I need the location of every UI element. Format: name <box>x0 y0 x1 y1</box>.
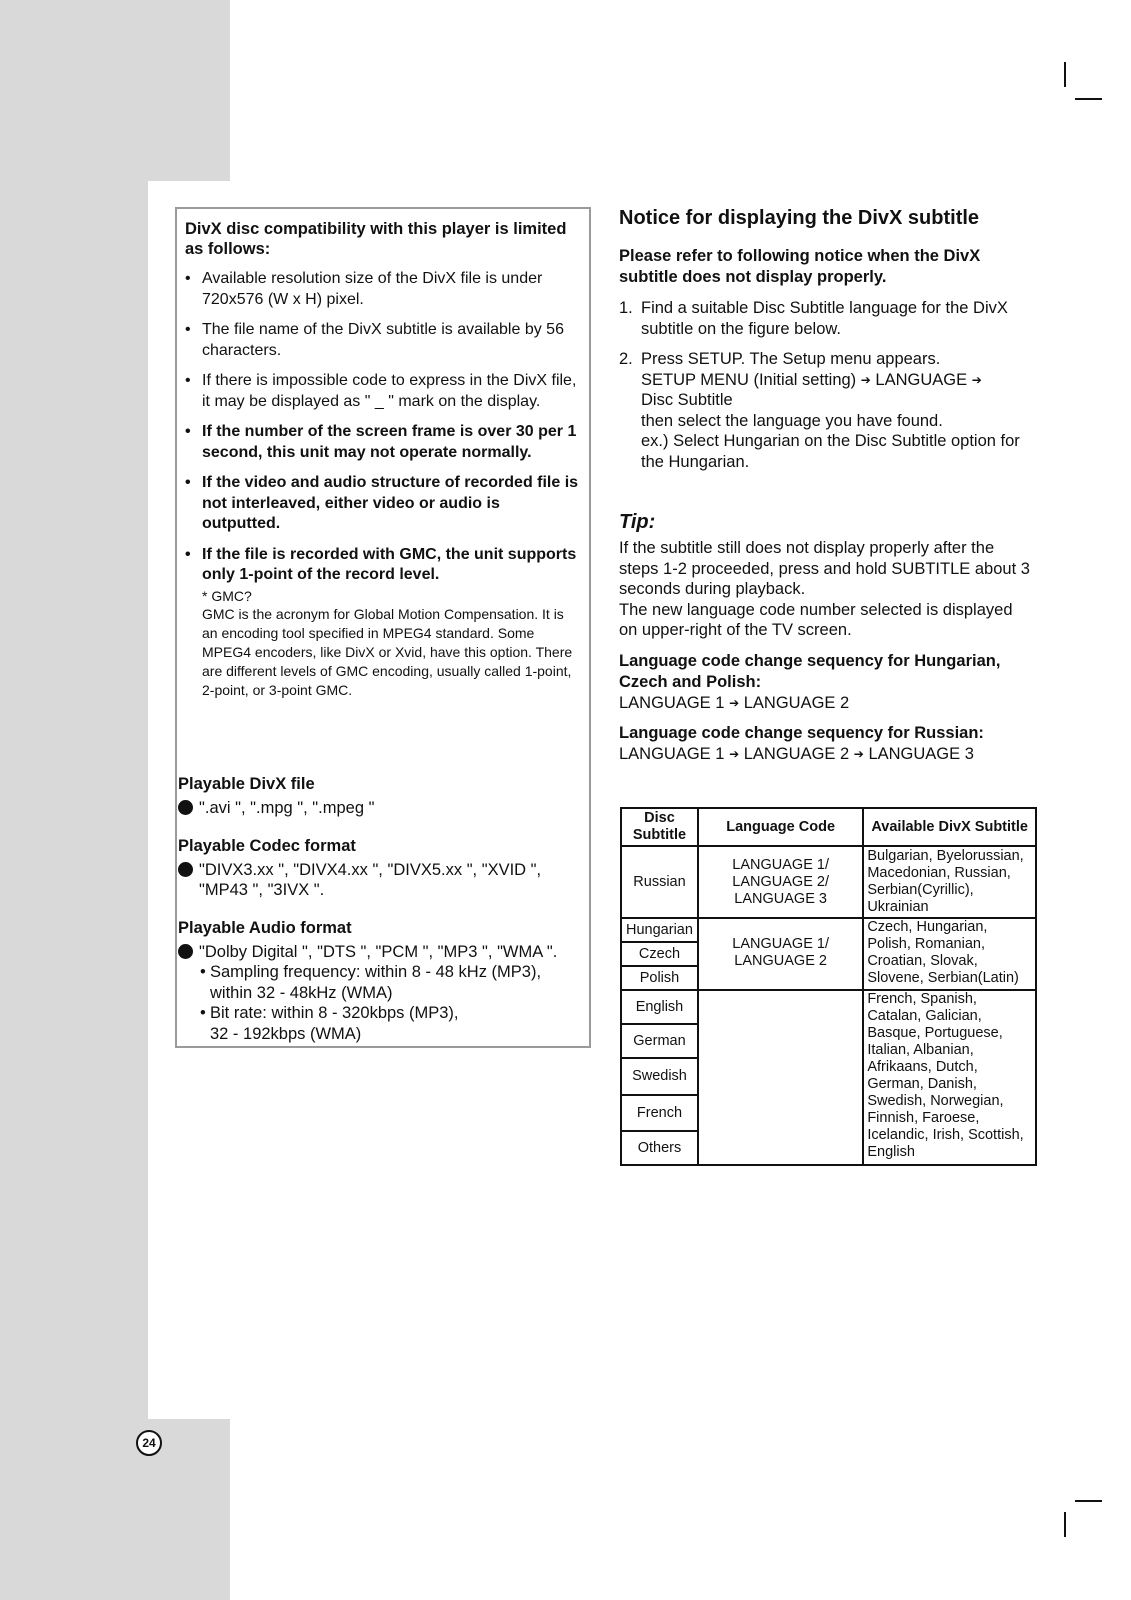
cell-disc: English <box>621 990 698 1024</box>
page-number: 24 <box>136 1430 162 1456</box>
playable-audio-line: "Dolby Digital ", "DTS ", "PCM ", "MP3 ", "WMA ". <box>178 942 588 962</box>
bullet-icon <box>178 800 193 815</box>
playable-codec-line: "DIVX3.xx ", "DIVX4.xx ", "DIVX5.xx ", "XVID ", "MP43 ", "3IVX ". <box>178 860 588 900</box>
notice-intro: Please refer to following notice when the DivX subtitle does not display properly. <box>619 247 981 286</box>
playable-codec-section <box>178 836 588 900</box>
playable-audio-title: Playable Audio format <box>178 919 352 937</box>
cell-disc: French <box>621 1095 698 1131</box>
compat-bullet: • Available resolution size of the DivX file is under 720x576 (W x H) pixel. <box>185 270 543 308</box>
playable-file-section <box>178 774 588 818</box>
arrow-icon: ➔ <box>853 747 864 761</box>
audio-sub-bullet: • Sampling frequency: within 8 - 48 kHz (MP3), <box>200 963 542 981</box>
tip-section <box>619 510 1034 765</box>
arrow-icon: ➔ <box>729 747 740 761</box>
notice-step-2: 2. Press SETUP. The Setup menu appears. SETUP MENU (Initial setting) ➔ LANGUAGE ➔ Disc Subtitle then select the language you have found. ex.) Select Hungarian on the Disc Subtitle option for the Hungarian. <box>619 350 1020 471</box>
cell-disc: Polish <box>621 966 698 990</box>
notice-title: Notice for displaying the DivX subtitle <box>619 207 980 229</box>
tip-paragraph: If the subtitle still does not display properly after the steps 1-2 proceeded, press and hold SUBTITLE about 3 seconds during playback. <box>619 539 1030 598</box>
audio-sub-cont: 32 - 192kbps (WMA) <box>210 1024 362 1043</box>
cell-available: Bulgarian, Byelorussian, Macedonian, Russian, Serbian(Cyrillic), Ukrainian <box>863 846 1036 918</box>
crop-mark-top-vertical <box>1064 62 1066 87</box>
language-table <box>620 807 1037 1166</box>
gmc-heading: * GMC? <box>202 587 252 604</box>
sequence-title: Language code change sequency for Hungarian, Czech and Polish: <box>619 651 1001 691</box>
crop-mark-bottom-horizontal <box>1075 1500 1102 1502</box>
compat-bold-bullet: • If the file is recorded with GMC, the unit supports only 1-point of the record level. * GMC? GMC is the acronym for Global Motion Compensation. It is an encoding tool specified in MPEG4 standard. Some MPEG4 encoders, like DivX or Xvid, have this option. There are different levels of GMC encoding, usually called 1-point, 2-point, or 3-point GMC. <box>185 545 581 700</box>
compat-bullet: • If there is impossible code to express in the DivX file, it may be displayed as " _ " mark on the display. <box>185 372 577 410</box>
header-language-code: Language Code <box>698 808 863 846</box>
audio-sub-bullet: • Bit rate: within 8 - 320kbps (MP3), <box>200 1004 459 1022</box>
table-row <box>621 918 1036 942</box>
table-row <box>621 846 1036 918</box>
playable-file-line: ".avi ", ".mpg ", ".mpeg " <box>178 798 588 818</box>
arrow-icon: ➔ <box>860 372 871 387</box>
sequence-line: LANGUAGE 1 ➔ LANGUAGE 2 ➔ LANGUAGE 3 <box>619 745 974 763</box>
compatibility-title: DivX disc compatibility with this player is limited as follows: <box>185 220 567 258</box>
tip-paragraph: The new language code number selected is displayed on upper-right of the TV screen. <box>619 600 1013 639</box>
arrow-icon: ➔ <box>729 695 740 710</box>
crop-mark-top-horizontal <box>1075 98 1102 100</box>
cell-code <box>698 990 863 1165</box>
margin-band-side <box>0 181 148 1419</box>
playable-file-title: Playable DivX file <box>178 775 315 793</box>
bullet-icon <box>178 862 193 877</box>
compat-bold-bullet: • If the number of the screen frame is over 30 per 1 second, this unit may not operate normally. <box>185 423 577 461</box>
margin-band-top <box>0 0 230 181</box>
table-header-row <box>621 808 1036 846</box>
header-disc-subtitle: Disc Subtitle <box>621 808 698 846</box>
cell-code: LANGUAGE 1/ LANGUAGE 2/ LANGUAGE 3 <box>698 846 863 918</box>
compat-bullet: • The file name of the DivX subtitle is available by 56 characters. <box>185 321 564 359</box>
margin-band-bottom <box>0 1419 230 1600</box>
playable-codec-title: Playable Codec format <box>178 837 356 855</box>
arrow-icon: ➔ <box>971 372 982 387</box>
table-row <box>621 990 1036 1024</box>
cell-disc: German <box>621 1024 698 1058</box>
cell-disc: Hungarian <box>621 918 698 942</box>
audio-sub-cont: within 32 - 48kHz (WMA) <box>210 983 393 1002</box>
cell-code: LANGUAGE 1/ LANGUAGE 2 <box>698 918 863 990</box>
compat-bold-bullet: • If the video and audio structure of recorded file is not interleaved, either video or audio is outputted. <box>185 474 579 532</box>
notice-section <box>619 206 1034 482</box>
gmc-note: GMC is the acronym for Global Motion Compensation. It is an encoding tool specified in MPEG4 standard. Some MPEG4 encoders, like DivX or Xvid, have this option. There are different levels of GMC encoding, usually called 1-point, 2-point, or 3-point GMC. <box>202 605 573 698</box>
bullet-icon <box>178 944 193 959</box>
crop-mark-bottom-vertical <box>1064 1512 1066 1537</box>
cell-disc: Russian <box>621 846 698 918</box>
cell-available: Czech, Hungarian, Polish, Romanian, Croatian, Slovak, Slovene, Serbian(Latin) <box>863 918 1036 990</box>
cell-disc: Czech <box>621 942 698 966</box>
cell-disc: Others <box>621 1131 698 1165</box>
playable-audio-section <box>178 918 588 1044</box>
cell-available: French, Spanish, Catalan, Galician, Basque, Portuguese, Italian, Albanian, Afrikaans, Dutch, German, Danish, Swedish, Norwegian, Finnish, Faroese, Icelandic, Irish, Scottish, English <box>863 990 1036 1165</box>
notice-step-1: 1. Find a suitable Disc Subtitle language for the DivX subtitle on the figure below. <box>619 299 1008 338</box>
cell-disc: Swedish <box>621 1058 698 1095</box>
sequence-title: Language code change sequency for Russian: <box>619 724 984 742</box>
tip-title: Tip: <box>619 511 656 533</box>
header-available: Available DivX Subtitle <box>863 808 1036 846</box>
sequence-line: LANGUAGE 1 ➔ LANGUAGE 2 <box>619 693 850 712</box>
